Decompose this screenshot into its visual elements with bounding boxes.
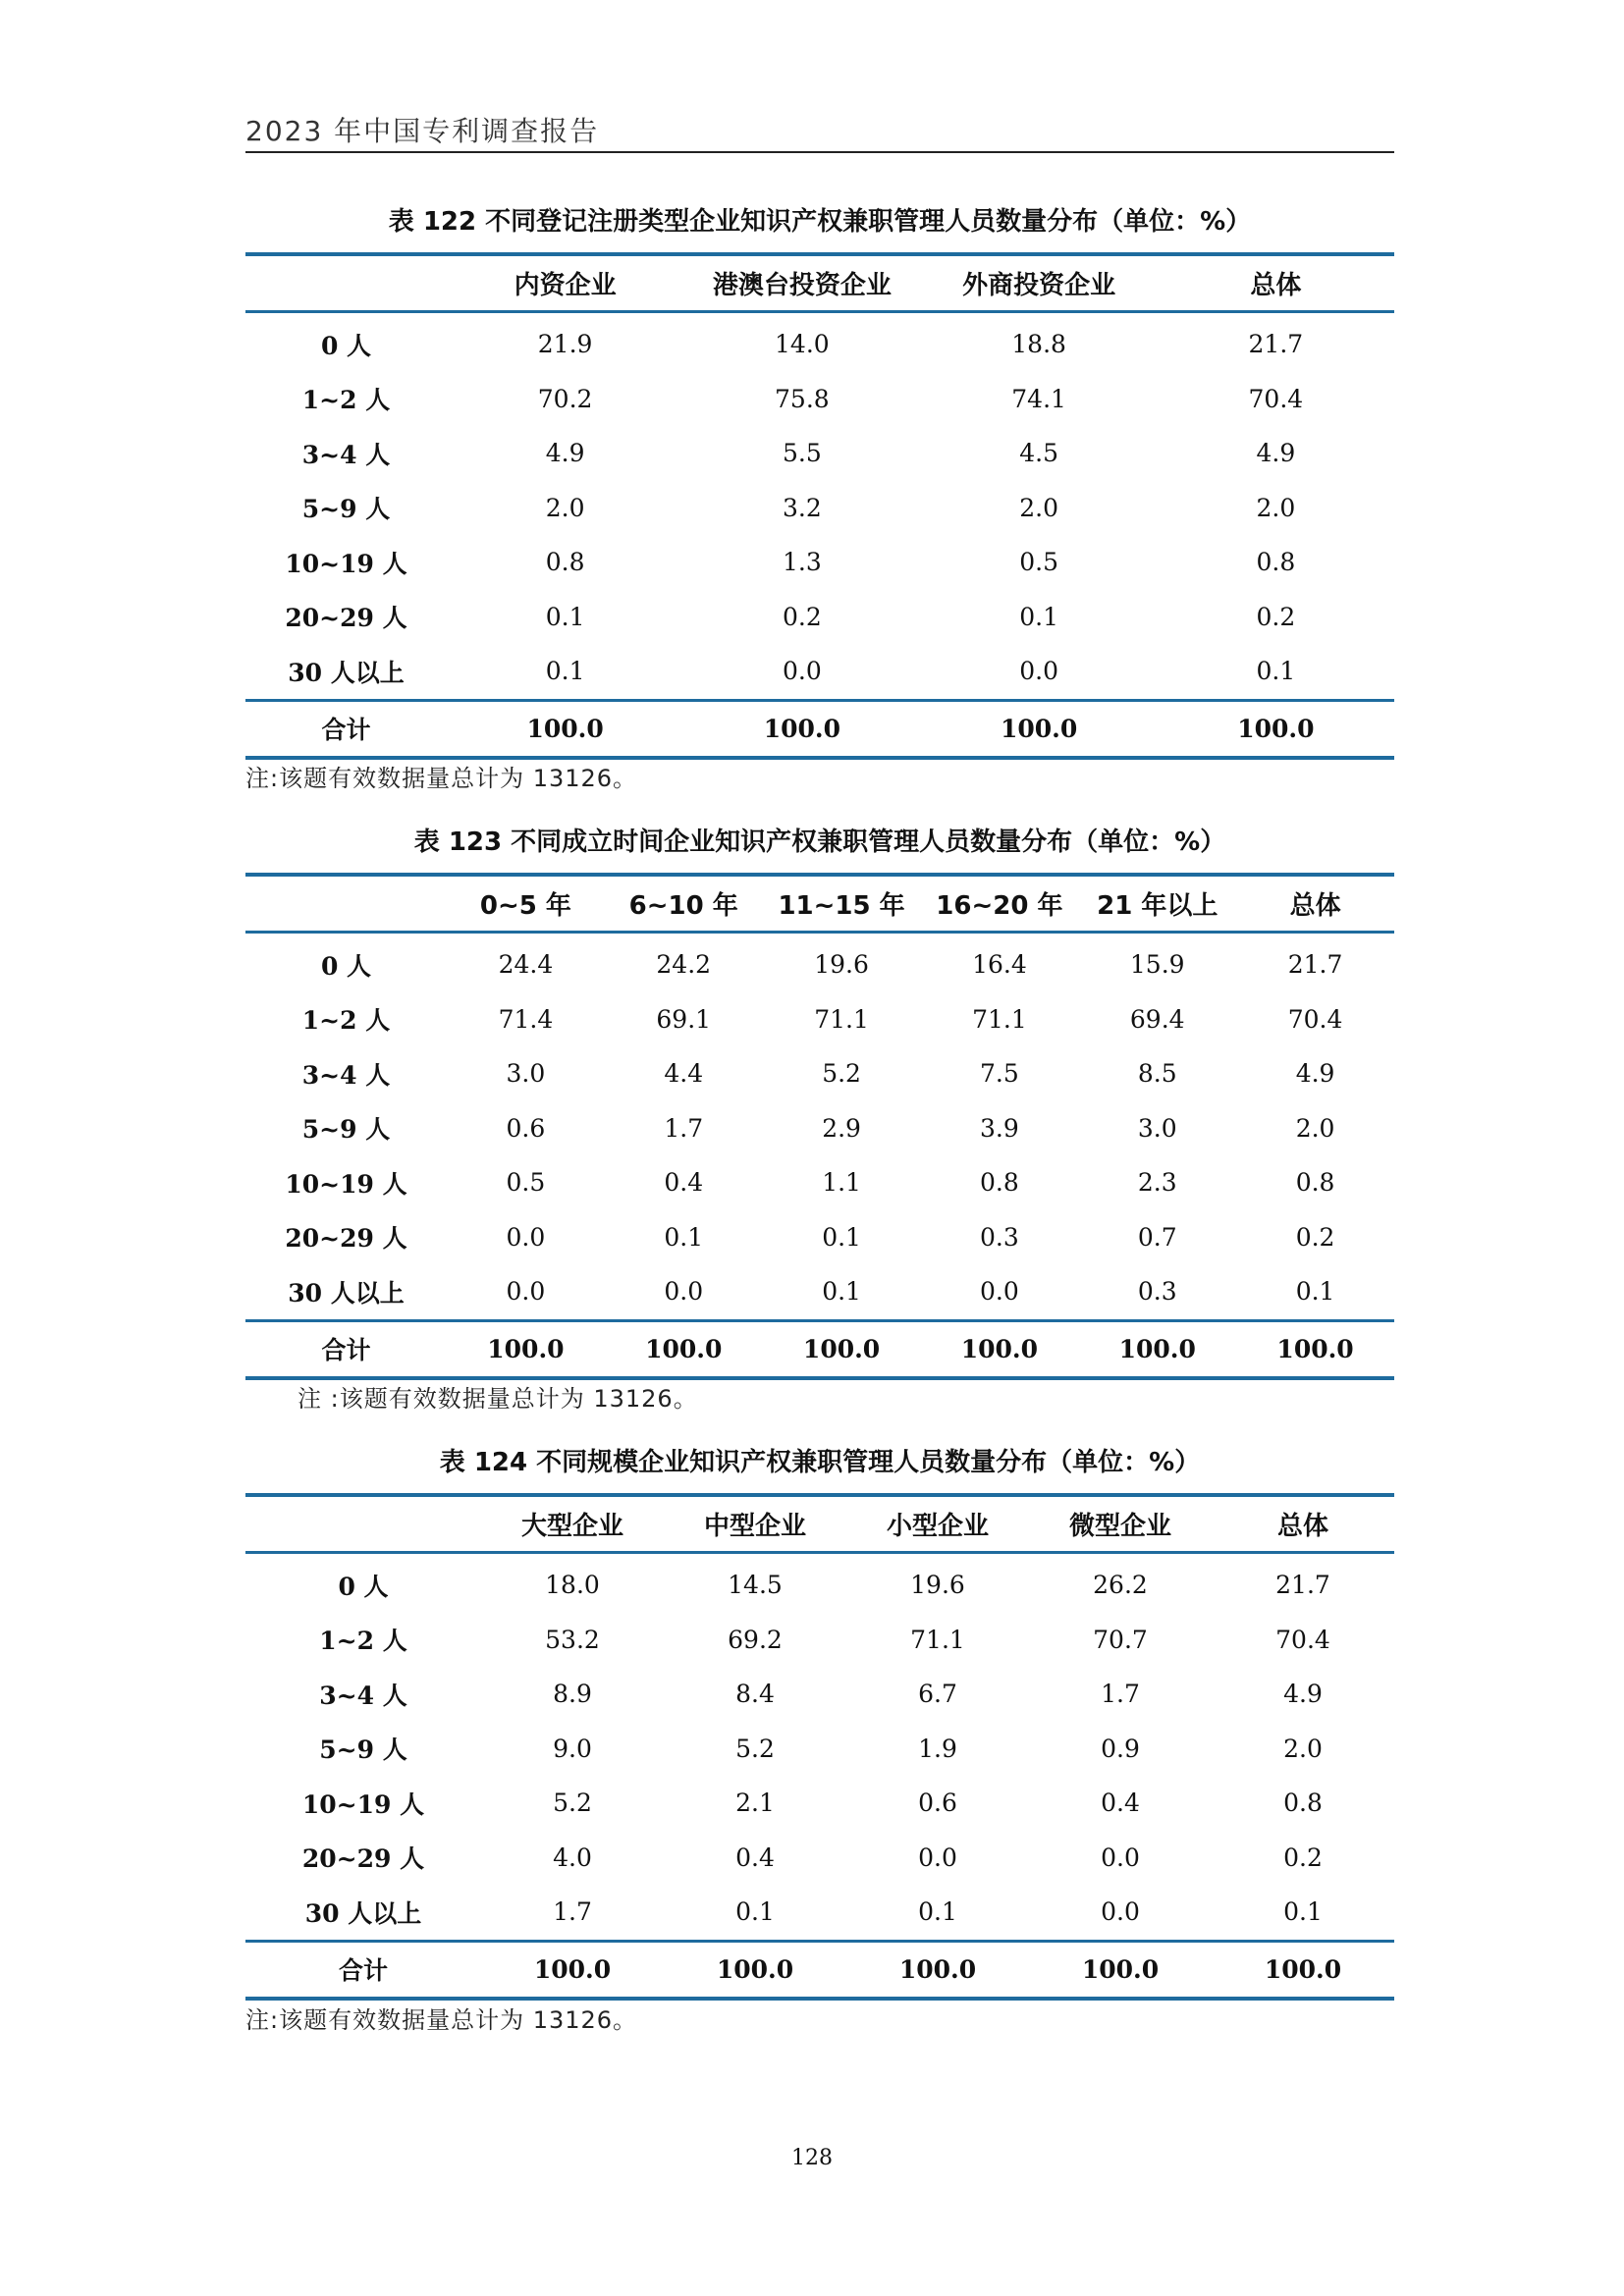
- table-cell: 0.0: [918, 1842, 957, 1872]
- table-cell: 8.9: [553, 1680, 592, 1709]
- total-cell: 100.0: [1081, 1954, 1160, 1984]
- table-cell: 18.8: [1011, 330, 1066, 359]
- row-label: 30 人以上: [288, 658, 405, 687]
- row-label: 20~29 人: [285, 604, 407, 633]
- table-cell: 4.4: [664, 1059, 704, 1089]
- table-cell: 0.1: [664, 1222, 704, 1252]
- row-label: 30 人以上: [304, 1898, 422, 1928]
- table-cell: 69.4: [1129, 1004, 1185, 1034]
- table-cell: 15.9: [1129, 950, 1185, 980]
- row-label: 3~4 人: [301, 440, 391, 469]
- table-cell: 3.0: [1137, 1113, 1177, 1143]
- table-cell: 0.0: [506, 1222, 546, 1252]
- total-cell: 100.0: [802, 1334, 881, 1363]
- table-row: [245, 1885, 1394, 1941]
- table-cell: 1.1: [822, 1168, 861, 1198]
- table-cell: 1.7: [1101, 1680, 1140, 1709]
- table-cell: 0.1: [1019, 602, 1058, 631]
- table-cell: 53.2: [545, 1625, 600, 1654]
- row-label: 20~29 人: [285, 1224, 407, 1254]
- table-cell: 70.2: [537, 384, 593, 413]
- table-cell: 0.0: [1101, 1842, 1140, 1872]
- table-cell: 8.4: [735, 1680, 775, 1709]
- column-header: 6~10 年: [628, 891, 738, 921]
- column-header: 内资企业: [514, 271, 617, 300]
- table-block-122: [245, 204, 1394, 760]
- header-cell-empty: [245, 1495, 481, 1553]
- table-caption: 表 124 不同规模企业知识产权兼职管理人员数量分布（单位：%）: [439, 1448, 1201, 1477]
- table-row: [245, 1046, 1394, 1101]
- total-cell: 100.0: [533, 1954, 612, 1984]
- table-cell: 18.0: [545, 1571, 600, 1600]
- row-label: 0 人: [338, 1572, 389, 1601]
- table-cell: 0.1: [918, 1897, 957, 1927]
- table-cell: 0.5: [506, 1168, 546, 1198]
- table-cell: 4.9: [1256, 439, 1296, 468]
- total-cell: 100.0: [763, 714, 841, 743]
- table-cell: 5.2: [553, 1789, 592, 1818]
- table-cell: 0.0: [1019, 657, 1058, 686]
- column-header: 总体: [1250, 271, 1302, 300]
- table-cell: 0.1: [1256, 657, 1296, 686]
- table-cell: 19.6: [814, 950, 869, 980]
- header-rule: [245, 151, 1394, 153]
- column-header: 中型企业: [703, 1512, 806, 1541]
- table-row: [245, 1722, 1394, 1777]
- table-cell: 0.1: [735, 1897, 775, 1927]
- table-cell: 0.7: [1137, 1222, 1177, 1252]
- table-cell: 21.7: [1287, 950, 1343, 980]
- table-cell: 69.1: [656, 1004, 712, 1034]
- table-header-row: [245, 254, 1394, 312]
- table-cell: 74.1: [1011, 384, 1066, 413]
- table-caption: 表 123 不同成立时间企业知识产权兼职管理人员数量分布（单位：%）: [413, 828, 1226, 857]
- total-cell: 100.0: [1118, 1334, 1196, 1363]
- table-cell: 0.6: [506, 1113, 546, 1143]
- table-cell: 9.0: [553, 1734, 592, 1763]
- table-cell: 24.2: [656, 950, 712, 980]
- table-cell: 3.9: [980, 1113, 1019, 1143]
- table-cell: 2.0: [1283, 1734, 1323, 1763]
- table-cell: 14.5: [728, 1571, 783, 1600]
- row-label: 5~9 人: [319, 1735, 407, 1765]
- column-header: 港澳台投资企业: [712, 271, 892, 300]
- table-cell: 71.1: [972, 1004, 1027, 1034]
- table-row: [245, 1831, 1394, 1886]
- table-row: [245, 535, 1394, 590]
- table-cell: 2.0: [1019, 493, 1058, 522]
- total-label: 合计: [321, 1336, 371, 1364]
- table-row: [245, 1155, 1394, 1210]
- total-cell: 100.0: [1264, 1954, 1342, 1984]
- column-header: 微型企业: [1068, 1512, 1171, 1541]
- table-cell: 0.2: [1295, 1222, 1335, 1252]
- table-cell: 1.3: [782, 548, 822, 577]
- table-cell: 4.9: [545, 439, 585, 468]
- table-cell: 70.4: [1248, 384, 1304, 413]
- row-label: 1~2 人: [319, 1627, 407, 1656]
- total-cell: 100.0: [526, 714, 604, 743]
- table-row: [245, 1210, 1394, 1265]
- header-cell-empty: [245, 254, 447, 312]
- row-label: 0 人: [320, 951, 372, 981]
- table-cell: 16.4: [972, 950, 1027, 980]
- total-cell: 100.0: [487, 1334, 565, 1363]
- table-cell: 0.3: [1137, 1277, 1177, 1307]
- total-cell: 100.0: [898, 1954, 977, 1984]
- row-label: 1~2 人: [301, 386, 391, 415]
- table-row: [245, 312, 1394, 372]
- table-cell: 0.0: [1101, 1897, 1140, 1927]
- header-cell-empty: [245, 875, 447, 933]
- table-cell: 0.0: [980, 1277, 1019, 1307]
- table-cell: 0.1: [822, 1277, 861, 1307]
- row-label: 3~4 人: [319, 1681, 407, 1710]
- row-label: 20~29 人: [301, 1844, 425, 1874]
- table-cell: 0.1: [1295, 1277, 1335, 1307]
- table-cell: 4.9: [1283, 1680, 1323, 1709]
- total-cell: 100.0: [645, 1334, 723, 1363]
- table-cell: 0.8: [545, 548, 585, 577]
- table-cell: 0.8: [1256, 548, 1296, 577]
- table-cell: 7.5: [980, 1059, 1019, 1089]
- table-row: [245, 590, 1394, 645]
- table-cell: 3.0: [506, 1059, 546, 1089]
- table-note: 注:该题有效数据量总计为 13126。: [245, 765, 638, 792]
- table-total-row: [245, 1320, 1394, 1378]
- table-cell: 2.9: [822, 1113, 861, 1143]
- column-header: 大型企业: [520, 1512, 623, 1541]
- table-cell: 2.1: [735, 1789, 775, 1818]
- table-cell: 0.1: [545, 657, 585, 686]
- column-header: 总体: [1276, 1512, 1328, 1541]
- row-label: 3~4 人: [301, 1060, 391, 1090]
- table-cell: 70.4: [1287, 1004, 1343, 1034]
- table-cell: 1.9: [918, 1734, 957, 1763]
- table-cell: 4.0: [553, 1842, 592, 1872]
- table-row: [245, 1667, 1394, 1722]
- row-label: 10~19 人: [301, 1789, 425, 1819]
- table-row: [245, 933, 1394, 992]
- table-total-row: [245, 1941, 1394, 1999]
- table-note: 注:该题有效数据量总计为 13126。: [245, 2006, 638, 2034]
- table-cell: 21.9: [537, 330, 593, 359]
- table-cell: 0.8: [980, 1168, 1019, 1198]
- table-row: [245, 1613, 1394, 1668]
- table-cell: 3.2: [782, 493, 822, 522]
- table-cell: 0.2: [1256, 602, 1296, 631]
- table-cell: 8.5: [1137, 1059, 1177, 1089]
- table-cell: 2.0: [1295, 1113, 1335, 1143]
- table-row: [245, 644, 1394, 700]
- table-cell: 0.4: [664, 1168, 704, 1198]
- total-cell: 100.0: [716, 1954, 794, 1984]
- table-cell: 14.0: [775, 330, 830, 359]
- table-caption: 表 122 不同登记注册类型企业知识产权兼职管理人员数量分布（单位：%）: [388, 207, 1252, 237]
- table-cell: 21.7: [1275, 1571, 1330, 1600]
- total-cell: 100.0: [1000, 714, 1078, 743]
- column-header: 0~5 年: [479, 891, 571, 921]
- data-table: [245, 873, 1394, 1380]
- total-label: 合计: [338, 1956, 388, 1985]
- table-cell: 6.7: [918, 1680, 957, 1709]
- table-row: [245, 1101, 1394, 1156]
- table-cell: 4.5: [1019, 439, 1058, 468]
- table-cell: 4.9: [1295, 1059, 1335, 1089]
- table-cell: 5.2: [822, 1059, 861, 1089]
- table-block-123: [245, 825, 1394, 1380]
- table-cell: 2.3: [1137, 1168, 1177, 1198]
- table-header-row: [245, 875, 1394, 933]
- total-cell: 100.0: [1237, 714, 1315, 743]
- table-cell: 0.0: [782, 657, 822, 686]
- table-cell: 71.1: [814, 1004, 869, 1034]
- column-header: 总体: [1289, 891, 1341, 921]
- data-table: [245, 252, 1394, 760]
- table-cell: 5.2: [735, 1734, 775, 1763]
- table-cell: 2.0: [1256, 493, 1296, 522]
- table-cell: 0.2: [782, 602, 822, 631]
- table-cell: 0.6: [918, 1789, 957, 1818]
- table-cell: 0.0: [506, 1277, 546, 1307]
- column-header: 小型企业: [886, 1512, 989, 1541]
- row-label: 10~19 人: [285, 549, 407, 578]
- table-cell: 0.8: [1283, 1789, 1323, 1818]
- table-cell: 1.7: [553, 1897, 592, 1927]
- column-header: 16~20 年: [936, 891, 1063, 921]
- table-total-row: [245, 700, 1394, 758]
- table-cell: 0.5: [1019, 548, 1058, 577]
- row-label: 0 人: [320, 331, 372, 360]
- table-cell: 75.8: [775, 384, 830, 413]
- page-number: 128: [791, 2146, 833, 2170]
- table-cell: 26.2: [1093, 1571, 1148, 1600]
- table-cell: 0.0: [664, 1277, 704, 1307]
- table-cell: 69.2: [728, 1625, 783, 1654]
- total-label: 合计: [321, 716, 371, 744]
- data-table: [245, 1493, 1394, 2001]
- table-cell: 0.1: [1283, 1897, 1323, 1927]
- table-note: 注 :该题有效数据量总计为 13126。: [298, 1385, 698, 1413]
- table-row: [245, 481, 1394, 536]
- row-label: 10~19 人: [285, 1169, 407, 1199]
- table-cell: 2.0: [545, 493, 585, 522]
- table-cell: 24.4: [498, 950, 554, 980]
- table-cell: 21.7: [1248, 330, 1304, 359]
- row-label: 5~9 人: [301, 495, 391, 524]
- row-label: 30 人以上: [288, 1278, 405, 1308]
- table-header-row: [245, 1495, 1394, 1553]
- table-row: [245, 1553, 1394, 1613]
- table-row: [245, 1264, 1394, 1320]
- table-row: [245, 1776, 1394, 1831]
- table-row: [245, 426, 1394, 481]
- table-cell: 0.9: [1101, 1734, 1140, 1763]
- column-header: 外商投资企业: [962, 271, 1116, 300]
- table-cell: 1.7: [664, 1113, 704, 1143]
- column-header: 21 年以上: [1097, 891, 1218, 921]
- column-header: 11~15 年: [778, 891, 905, 921]
- table-cell: 71.1: [910, 1625, 965, 1654]
- total-cell: 100.0: [960, 1334, 1039, 1363]
- row-label: 5~9 人: [301, 1115, 391, 1145]
- table-cell: 0.1: [545, 602, 585, 631]
- table-cell: 0.1: [822, 1222, 861, 1252]
- table-cell: 0.4: [1101, 1789, 1140, 1818]
- row-label: 1~2 人: [301, 1006, 391, 1036]
- table-row: [245, 992, 1394, 1047]
- table-cell: 70.7: [1093, 1625, 1148, 1654]
- table-cell: 5.5: [782, 439, 822, 468]
- table-cell: 0.3: [980, 1222, 1019, 1252]
- table-cell: 19.6: [910, 1571, 965, 1600]
- running-header: 2023 年中国专利调查报告: [245, 115, 600, 147]
- table-cell: 0.8: [1295, 1168, 1335, 1198]
- table-cell: 0.2: [1283, 1842, 1323, 1872]
- table-row: [245, 372, 1394, 427]
- total-cell: 100.0: [1276, 1334, 1354, 1363]
- table-cell: 70.4: [1275, 1625, 1330, 1654]
- table-block-124: [245, 1445, 1394, 2001]
- table-cell: 0.4: [735, 1842, 775, 1872]
- table-cell: 71.4: [498, 1004, 554, 1034]
